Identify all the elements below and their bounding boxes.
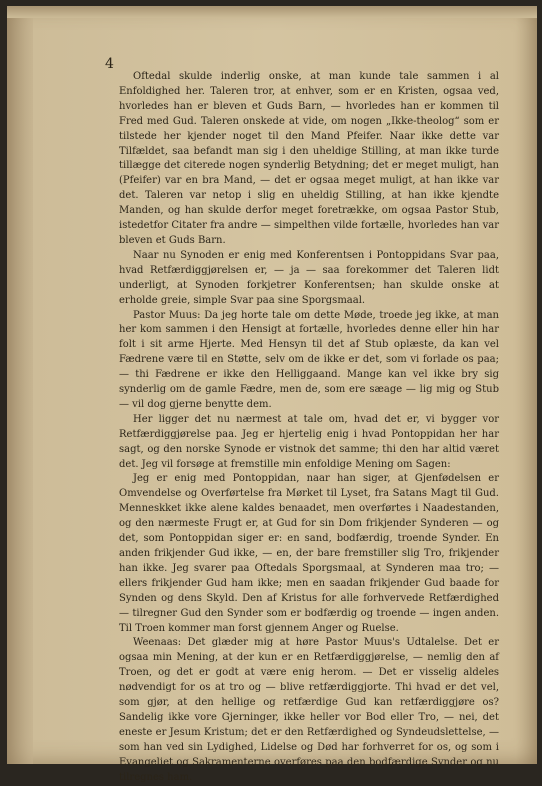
- page-gutter: [7, 6, 33, 764]
- paragraph: Weenaas: Det glæder mig at høre Pastor Muus's Udtalelse. Det er ogsaa min Mening, at der kun er en Retfærdiggjørelse, — nemlig den af Troen, og det er godt at være enig herom. — Det er visselig aldeles nødvendigt for os at tro og — blive retfærdiggjorte. Thi hvad er det vel, som gjør, at den hellige og retfærdige Gud kan retfærdiggjøre os? Sandelig ikke vore Gjerninger, ikke heller vor Bod eller Tro, — nei, det eneste er Jesum Kristum; det er den Retfærdighed og Syndeudslettelse, — som han ved sin Lydighed, Lidelse og Død har forhverret for os, og som i Evangeliet og Sakramenterne overføres paa den bodfærdige Synder og nu tilregnes ham.: [119, 637, 499, 783]
- paragraph: Naar nu Synoden er enig med Konferentsen i Pontoppidans Svar paa, hvad Retfærdiggjørelsen er, — ja — saa forekommer det Taleren lidt underligt, at Synoden forkjetrer Konferentsen; han skulde onske at erholde greie, simple Svar paa sine Sporgsmaal.: [119, 249, 499, 306]
- paragraph: Pastor Muus: Da jeg horte tale om dette Møde, troede jeg ikke, at man her kom sammen i den Hensigt at fortælle, hvorledes denne eller hin har folt i sit arme Hjerte. Med Hensyn til det af Stub oplæste, da kan vel Fædrene være til en Støtte, selv om de ikke er det, som vi forlade os paa; — thi Fædrene er ikke den Helliggaand. Mange kan vel ikke bry sig synderlig om de gamle Fædre, men de, som ere sæage — lig mig og Stub — vil dog gjerne benytte dem.: [119, 309, 499, 410]
- text-body: [119, 70, 499, 786]
- page-number: 4: [105, 56, 114, 72]
- paragraph: Her ligger det nu nærmest at tale om, hvad det er, vi bygger vor Retfærdiggjørelse paa. Jeg er hjertelig enig i hvad Pontoppidan her har sagt, og den norske Synode er vistnok det samme; thi den har altid været det. Jeg vil forsøge at fremstille min enfoldige Mening om Sagen:: [119, 413, 499, 470]
- book-page: [7, 6, 537, 783]
- paragraph: Jeg er enig med Pontoppidan, naar han siger, at Gjenfødelsen er Omvendelse og Overførtelse fra Mørket til Lyset, fra Satans Magt til Gud. Menneskket ikke alene kaldes benaadet, men overførtes i Naadestanden, og den nærmeste Frugt er, at Gud for sin Dom frikjender Synderen — og det, som Pontoppidan siger er: en sand, bodfærdig, troende Synder. En anden frikjender Gud ikke, — en, der bare fremstiller slig Tro, frikjender han ikke. Jeg svarer paa Oftedals Sporgsmaal, at Synderen maa tro; — ellers frikjender Gud ham ikke; men en saadan frikjender Gud baade for Synden og dens Skyld. Den af Kristus for alle forhvervede Retfærdighed — tilregner Gud den Synder som er bodfærdig og troende — ingen anden. Til Troen kommer man forst gjennem Anger og Ruelse.: [119, 473, 499, 634]
- page-top-edge: [7, 6, 537, 18]
- paragraph: Oftedal skulde inderlig onske, at man kunde tale sammen i al Enfoldighed her. Taleren tror, at enhver, som er en Kristen, ogsaa ved, hvorledes han er bleven et Guds Barn, — hvorledes han er kommen til Fred med Gud. Taleren onskede at vide, om nogen „Ikke-theolog“ som er tilstede her kjender noget til den Mand Pfeifer. Naar ikke dette var Tilfældet, saa befandt man sig i den uheldige Stilling, at man ikke turde tillægge det citerede nogen synderlig Betydning; det er meget muligt, han (Pfeifer) var en bra Mand, — det er ogsaa meget muligt, at han ikke var det. Taleren var netop i slig en uheldig Stilling, at han ikke kjendte Manden, og han skulde derfor meget foretrække, om ogsaa Pastor Stub, istedetfor Citater fra andre — simpelthen vilde fortælle, hvorledes han var bleven et Guds Barn.: [119, 71, 499, 246]
